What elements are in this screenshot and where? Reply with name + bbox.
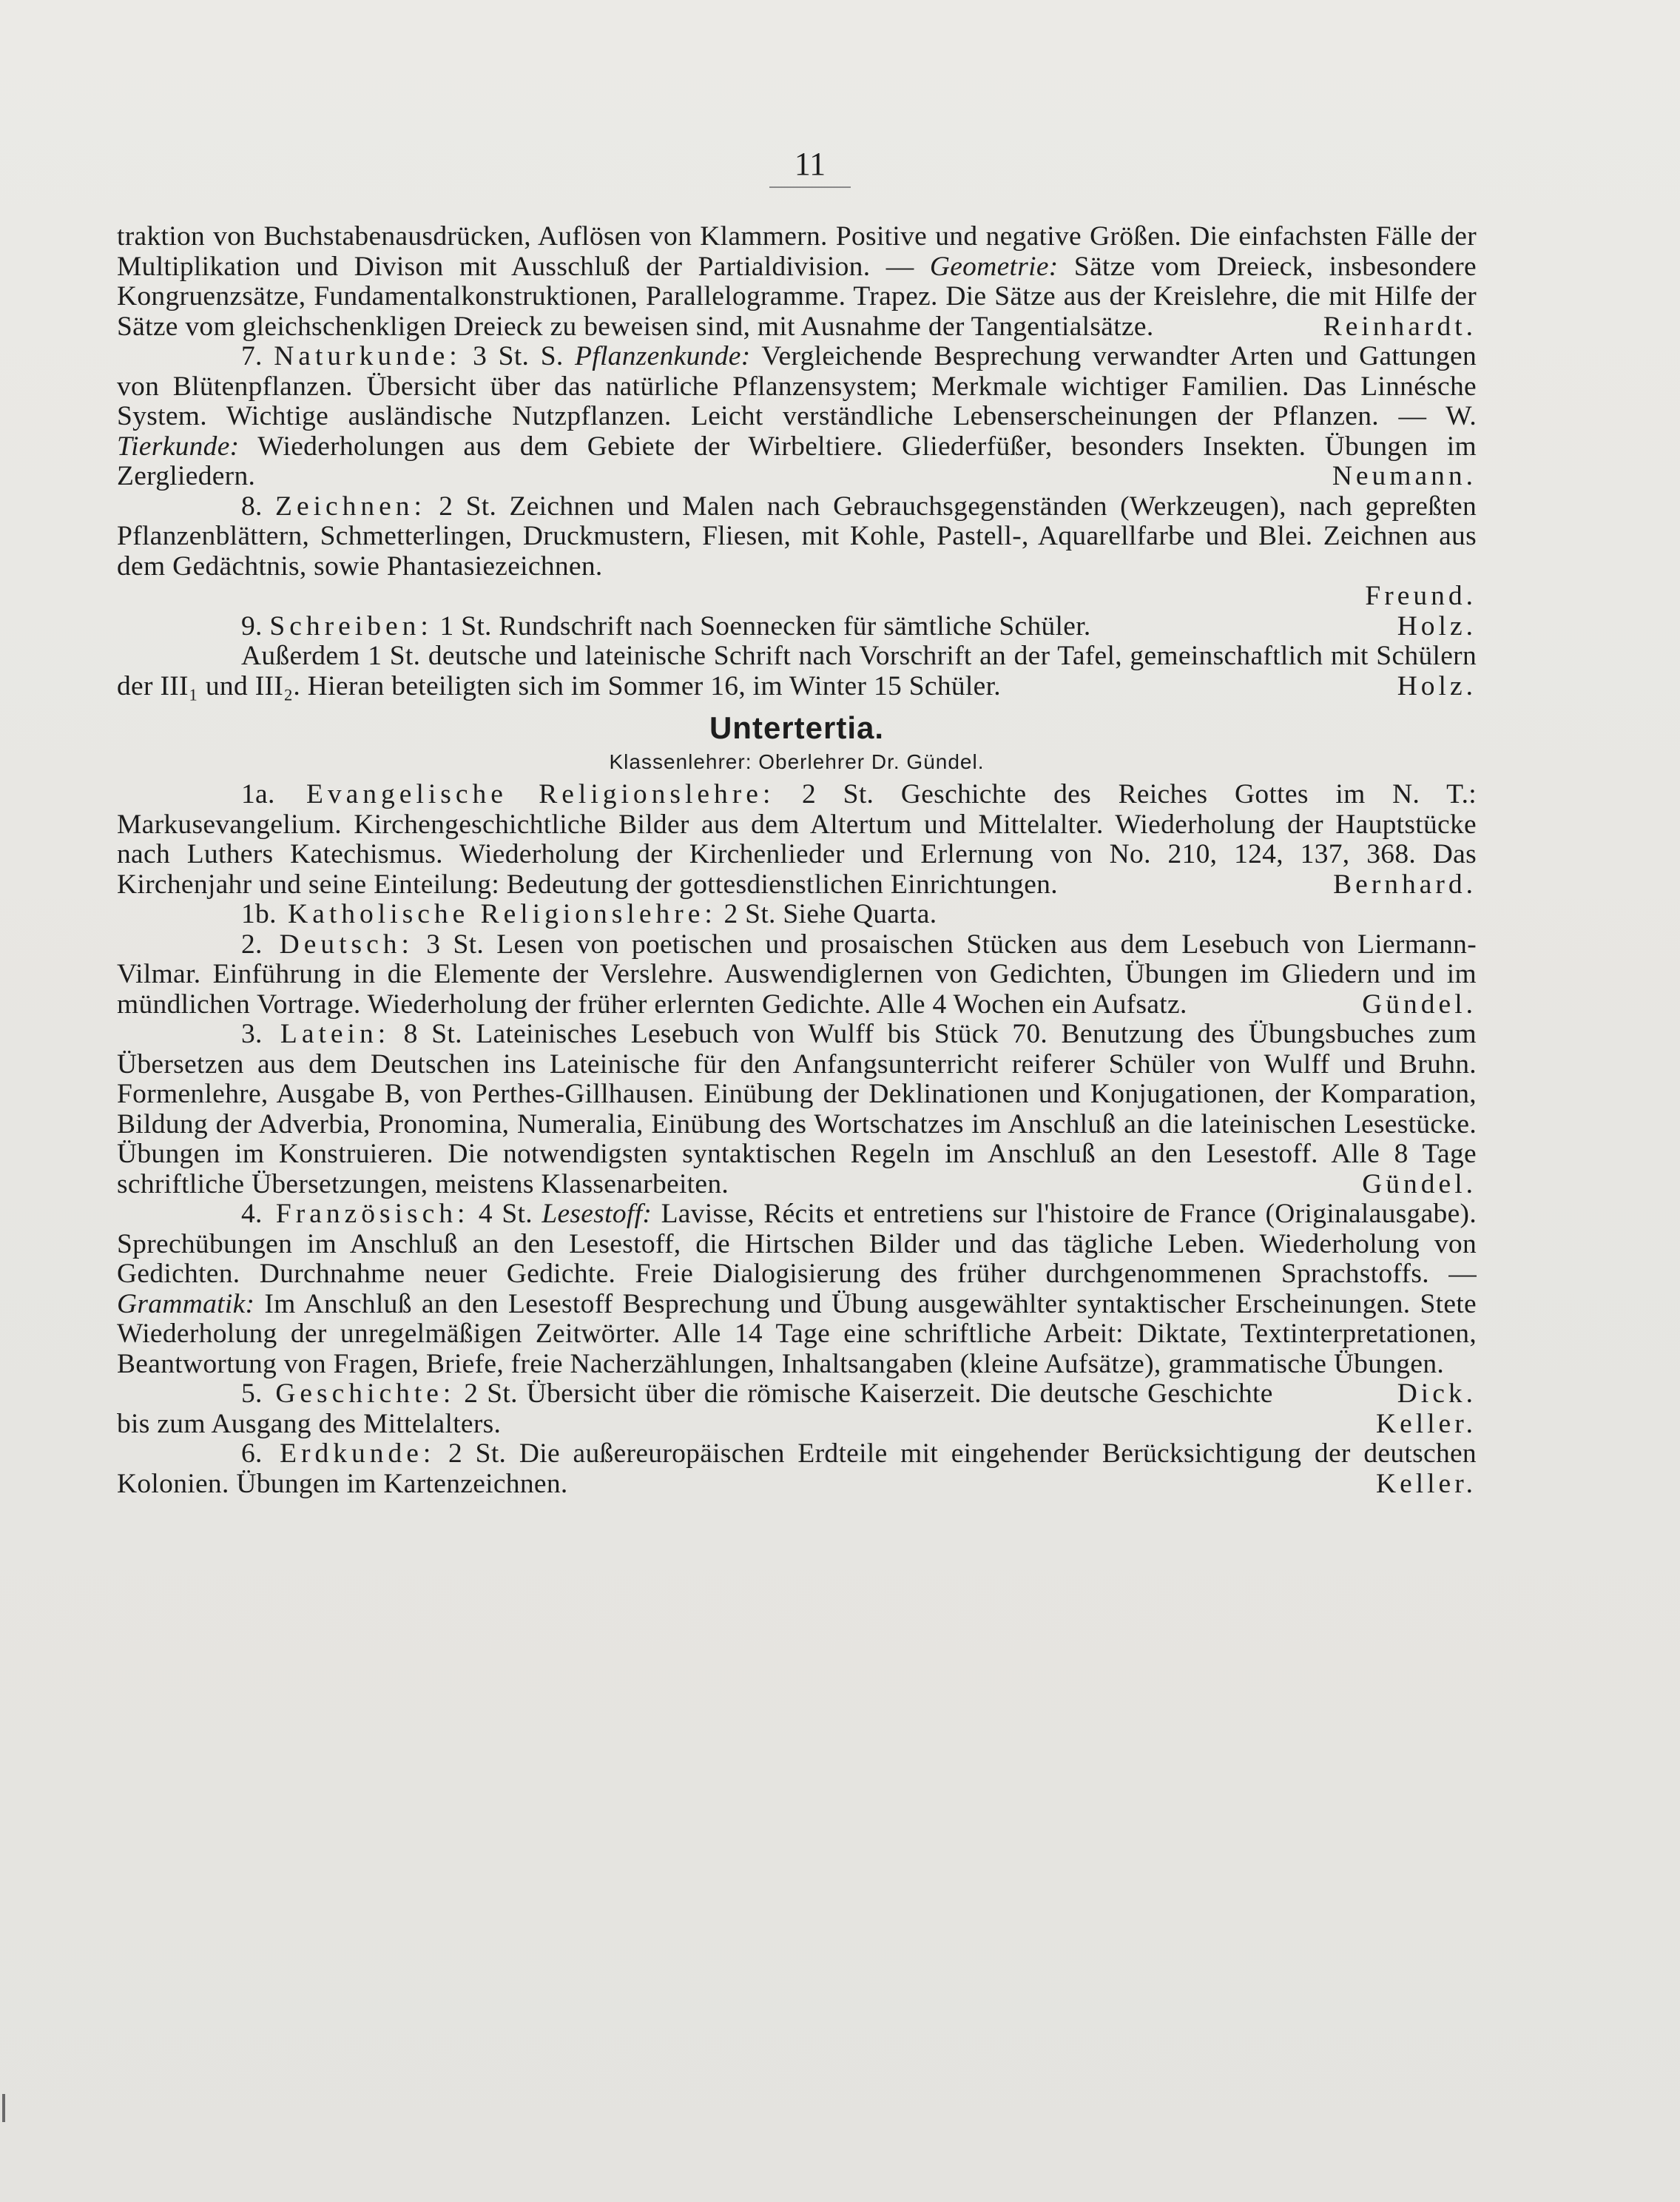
- subject-number: 6.: [241, 1438, 263, 1469]
- naturkunde-text3: Wiederholungen aus dem Gebiete der Wirbeltiere. Gliederfüßer, besonders Insekten. Übungen im Zergliedern.: [117, 431, 1477, 491]
- schreiben-extra-paragraph: [117, 642, 1477, 701]
- page-number: 11: [794, 146, 826, 182]
- intro-text: traktion von Buchstabenausdrücken, Auflösen von Klammern. Positive und negative Größen. Die einfachsten Fälle der Multiplikation und Divison mit Ausschluß der Partialdivision. —: [117, 221, 1477, 282]
- document-body: [117, 222, 1477, 1499]
- scan-edge-mark: [2, 2094, 5, 2122]
- subject-text: 2 St. Die außereuropäischen Erdteile mit eingehender Berücksichtigung der deutschen Kolonien. Übungen im Kartenzeichnen.: [117, 1438, 1477, 1499]
- subject-number: 1b.: [241, 899, 277, 929]
- schreiben-title: Schreiben:: [269, 610, 433, 642]
- subject-text: 3 St. Lesen von poetischen und prosaischen Stücken aus dem Lesebuch von Liermann-Vilmar. Einführung in die Elemente der Verslehre. Auswendiglernen von Gedichten, Übungen im Gliedern und im mündlichen Vortrage. Wiederholung der früher erlernten Gedichte. Alle 4 Wochen ein Aufsatz.: [117, 929, 1477, 1020]
- intro-paragraph: [117, 222, 1477, 342]
- geometry-text: Sätze vom Dreieck, insbesondere Kongruenzsätze, Fundamentalkonstruktionen, Parallelogramme. Trapez. Die Sätze aus der Kreislehre, die mit Hilfe der Sätze vom gleichschenkligen Dreieck zu beweisen sind, mit Ausnahme der Tangentialsätze.: [117, 251, 1477, 342]
- subject-text: 2 St. Siehe Quarta.: [716, 899, 937, 929]
- subject-teacher: Keller.: [1375, 1468, 1477, 1499]
- schreiben-extra-text: Außerdem 1 St. deutsche und lateinische Schrift nach Vorschrift an der Tafel, gemeinschaftlich mit Schülern der III₁ und III₂. Hieran beteiligten sich im Sommer 16, im Winter 15 Schüler.: [117, 641, 1477, 701]
- page-number-rule: [769, 186, 851, 188]
- subject-text: 2 St. Geschichte des Reiches Gottes im N. T.: Markusevangelium. Kirchengeschichtliche Bilder aus dem Altertum und Mittelalter. Wiederholung der Hauptstücke nach Luthers Katechismus. Wiederholung der Kirchenlieder und Erlernung von No. 210, 124, 137, 368. Das Kirchenjahr und seine Einteilung: Bedeutung der gottesdienstlichen Einrichtungen.: [117, 779, 1477, 900]
- subject-teacher: Bernhard.: [1333, 869, 1477, 900]
- subject-teacher: Gündel.: [1362, 989, 1477, 1020]
- subject-paragraph: [117, 1020, 1477, 1199]
- franzoesisch-number: 4.: [241, 1199, 263, 1229]
- subject-title: Deutsch:: [262, 929, 414, 960]
- zeichnen-paragraph: [117, 492, 1477, 582]
- schreiben-number: 9.: [241, 610, 270, 642]
- subject-title: Latein:: [262, 1019, 391, 1049]
- zeichnen-number: 8.: [241, 491, 276, 522]
- subject-title: Evangelische Religionslehre:: [274, 779, 775, 809]
- lesestoff-label: Lesestoff:: [542, 1199, 652, 1229]
- subject-paragraph: [117, 780, 1477, 900]
- animal-label: Tierkunde:: [117, 431, 240, 462]
- franzoesisch-teacher: Dick.: [1397, 1378, 1477, 1409]
- schreiben-paragraph: [117, 612, 1477, 642]
- subject-number: 5.: [241, 1378, 263, 1409]
- subject-number: 2.: [241, 929, 263, 960]
- subject-number: 3.: [241, 1019, 263, 1049]
- naturkunde-paragraph: [117, 342, 1477, 492]
- naturkunde-title: Naturkunde:: [274, 341, 462, 371]
- subject-paragraph: [117, 1379, 1477, 1439]
- section-title-untertertia: Untertertia.: [709, 710, 885, 745]
- franzoesisch-text2: Lavisse, Récits et entretiens sur l'histoire de France (Originalausgabe). Sprechübungen im Anschluß an den Lesestoff, die Hirtschen Bilder und das tägliche Leben. Wiederholung von Gedichten. Durchnahme neuer Gedichte. Freie Dialogisierung des früher durchgenommenen Sprachstoffs. —: [117, 1199, 1477, 1289]
- schreiben-teacher: Holz.: [1397, 610, 1477, 642]
- subject-title: Erdkunde:: [262, 1438, 436, 1469]
- zeichnen-title: Zeichnen:: [275, 491, 426, 522]
- grammatik-label: Grammatik:: [117, 1288, 255, 1319]
- subject-title: Geschichte:: [262, 1378, 456, 1409]
- franzoesisch-text1: 4 St.: [469, 1199, 542, 1229]
- subject-text: 8 St. Lateinisches Lesebuch von Wulff bis Stück 70. Benutzung des Übungsbuches zum Übersetzen aus dem Deutschen ins Lateinische für den Anfangsunterricht reiferer Schüler von Wulff und Bruhn. Formenlehre, Ausgabe B, von Perthes-Gillhausen. Einübung der Deklinationen und Konjugationen, der Komparation, Bildung der Adverbia, Pronomina, Numeralia, Einübung des Wortschatzes im Anschluß an die lateinischen Lesestücke. Übungen im Konstruieren. Die notwendigsten syntaktischen Regeln im Anschluß an den Lesestoff. Alle 8 Tage schriftliche Übersetzungen, meistens Klassenarbeiten.: [117, 1019, 1477, 1199]
- franzoesisch-title: Französisch:: [262, 1199, 470, 1229]
- zeichnen-text: 2 St. Zeichnen und Malen nach Gebrauchsgegenständen (Werkzeugen), nach gepreßten Pflanzenblättern, Schmetterlingen, Druckmustern, Fliesen, mit Kohle, Pastell-, Aquarellfarbe und Blei. Zeichnen aus dem Gedächtnis, sowie Phantasiezeichnen.: [117, 491, 1477, 582]
- subject-teacher: Keller.: [1375, 1408, 1477, 1439]
- subject-text: 2 St. Übersicht über die römische Kaiserzeit. Die deutsche Geschichte bis zum Ausgang des Mittelalters.: [117, 1378, 1273, 1439]
- subject-number: 1a.: [241, 779, 275, 809]
- geometry-label: Geometrie:: [929, 251, 1059, 282]
- naturkunde-number: 7.: [241, 341, 274, 371]
- schreiben-text: 1 St. Rundschrift nach Soennecken für sämtliche Schüler.: [432, 610, 1091, 642]
- subject-teacher: Gündel.: [1362, 1168, 1477, 1199]
- franzoesisch-text3: Im Anschluß an den Lesestoff Besprechung und Übung ausgewählter syntaktischer Erscheinungen. Stete Wiederholung der unregelmäßigen Zeitwörter. Alle 14 Tage eine schriftliche Arbeit: Diktate, Textinterpretationen, Beantwortung von Fragen, Briefe, freie Nacherzählungen, Inhaltsangaben (kleine Aufsätze), grammatische Übungen.: [117, 1288, 1477, 1379]
- subject-paragraph: [117, 1439, 1477, 1499]
- subject-title: Katholische Religionslehre:: [276, 899, 717, 929]
- subject-paragraph: [117, 900, 1477, 930]
- plant-label: Pflanzenkunde:: [575, 341, 751, 371]
- naturkunde-text1: 3 St. S.: [461, 341, 576, 371]
- naturkunde-text2: Vergleichende Besprechung verwandter Arten und Gattungen von Blütenpflanzen. Übersicht über das natürliche Pflanzensystem; Merkmale wichtiger Familien. Das Linnésche System. Wichtige ausländische Nutzpflanzen. Leicht verständliche Lebenserscheinungen der Pflanzen. — W.: [117, 341, 1477, 431]
- class-teacher: Klassenlehrer: Oberlehrer Dr. Gündel.: [609, 750, 985, 773]
- subject-paragraph: [117, 930, 1477, 1020]
- intro-teacher: Reinhardt.: [1323, 311, 1477, 342]
- zeichnen-teacher: Freund.: [1365, 581, 1477, 611]
- naturkunde-teacher: Neumann.: [1332, 461, 1477, 491]
- schreiben-extra-teacher: Holz.: [1397, 670, 1477, 701]
